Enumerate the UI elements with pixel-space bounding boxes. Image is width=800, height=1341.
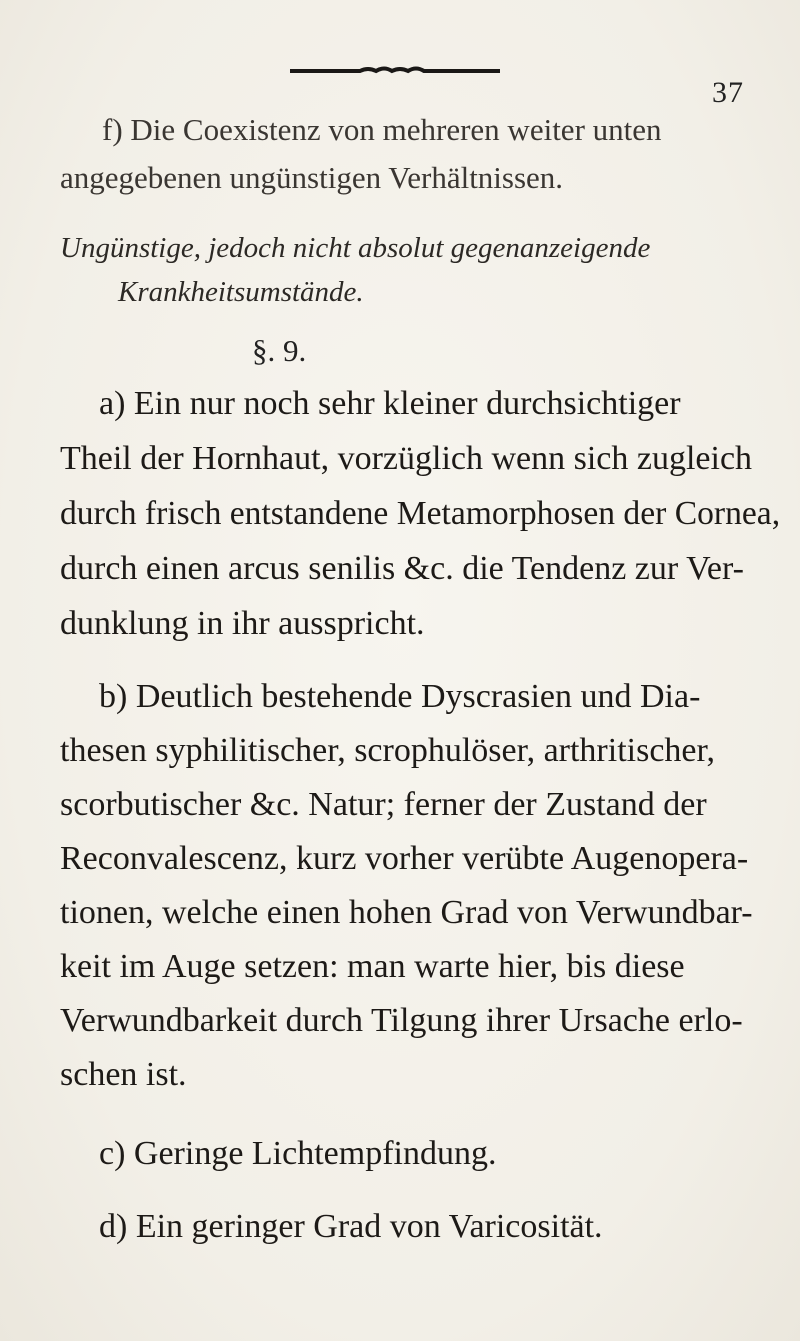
paragraph-c: c) Geringe Lichtempfindung. (99, 1135, 497, 1172)
heading-line-1: Ungünstige, jedoch nicht absolut gegenanzeigende (60, 232, 651, 264)
paragraph-a-line-3: durch frisch entstandene Metamorphosen der Cornea, (60, 495, 781, 532)
section-number: §. 9. (252, 333, 307, 368)
text-line-f1: f) Die Coexistenz von mehreren weiter unten (102, 112, 662, 147)
paragraph-b-line-5: tionen, welche einen hohen Grad von Verwundbar- (60, 894, 753, 931)
header-ornament (290, 66, 500, 74)
paragraph-a-line-2: Theil der Hornhaut, vorzüglich wenn sich zugleich (60, 440, 753, 477)
paragraph-b-line-3: scorbutischer &c. Natur; ferner der Zustand der (60, 786, 707, 823)
heading-line-2: Krankheitsumstände. (118, 276, 364, 308)
paragraph-b-line-7: Verwundbarkeit durch Tilgung ihrer Ursache erlo- (60, 1002, 743, 1039)
page-number: 37 (712, 76, 744, 109)
paragraph-a-line-5: dunklung in ihr ausspricht. (60, 605, 425, 642)
paragraph-b-line-2: thesen syphilitischer, scrophulöser, arthritischer, (60, 732, 715, 769)
paragraph-a-line-1: a) Ein nur noch sehr kleiner durchsichtiger (99, 385, 681, 422)
paragraph-b-line-6: keit im Auge setzen: man warte hier, bis diese (60, 948, 685, 985)
paragraph-a-line-4: durch einen arcus senilis &c. die Tendenz zur Ver- (60, 550, 744, 587)
paragraph-b-line-8: schen ist. (60, 1056, 187, 1093)
text-line-f2: angegebenen ungünstigen Verhältnissen. (60, 160, 564, 195)
paragraph-b-line-1: b) Deutlich bestehende Dyscrasien und Dia- (99, 678, 701, 715)
paragraph-b-line-4: Reconvalescenz, kurz vorher verübte Augenopera- (60, 840, 749, 877)
paragraph-d: d) Ein geringer Grad von Varicosität. (99, 1208, 603, 1245)
